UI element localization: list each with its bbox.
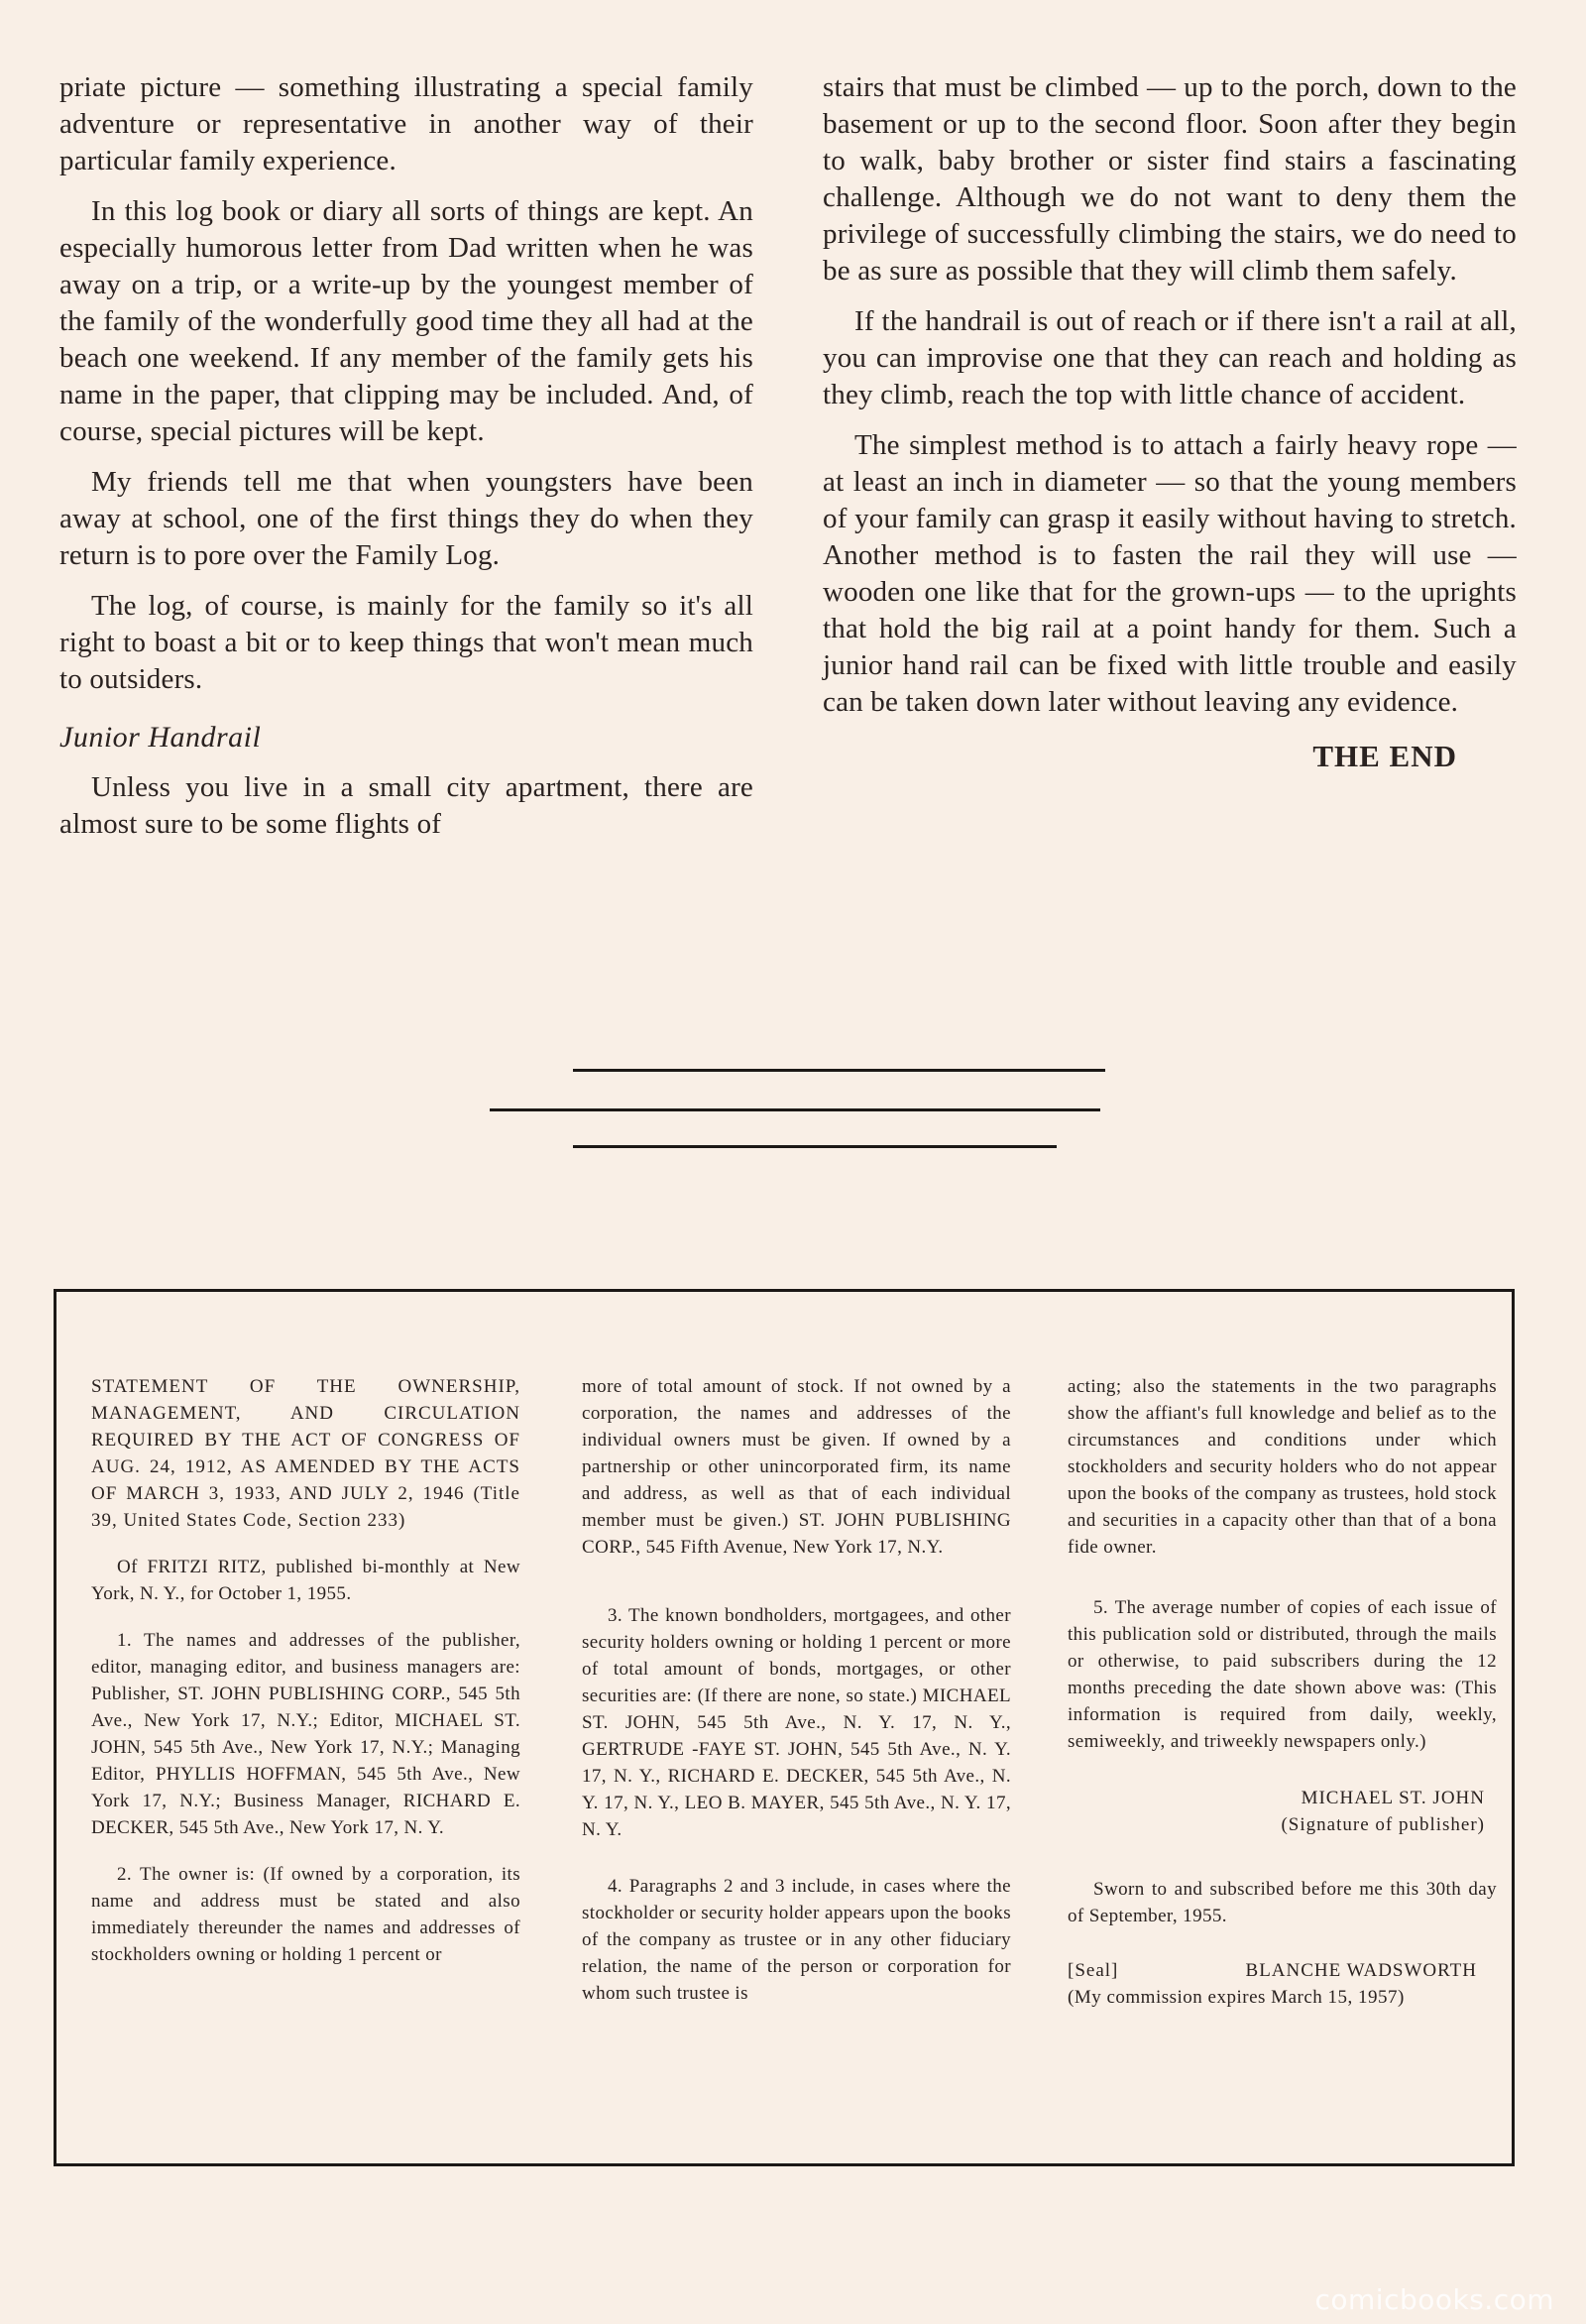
statement-paragraph: 5. The average number of copies of each issue of this publication sold or distributed, through the mails or otherwise, to paid subscribers during the 12 months preceding the date shown above was: (This information is required from daily, weekly, semiweekly, and triweekly newspapers only.) [1068,1597,1497,1752]
site-watermark: comicbooks.com [1314,2283,1554,2316]
paragraph: The log, of course, is mainly for the family so it's all right to boast a bit or to keep things that won't mean much to outsiders. [59,590,753,695]
the-end-label: THE END [1312,739,1457,773]
statement-paragraph: Of FRITZI RITZ, published bi-monthly at New York, N. Y., for October 1, 1955. [91,1557,520,1604]
paragraph: If the handrail is out of reach or if there isn't a rail at all, you can improvise one that they can reach and holding as they climb, reach the top with little chance of accident. [823,305,1517,410]
statement-column-2 [582,1373,1011,2027]
notary-name: BLANCHE WADSWORTH [1245,1960,1477,1981]
paragraph: Unless you live in a small city apartment, there are almost sure to be some flights of [59,771,753,840]
paragraph: My friends tell me that when youngsters have been away at school, one of the first things they do when they return is to pore over the Family Log. [59,466,753,571]
publisher-signature [1068,1785,1497,1838]
signer-title: (Signature of publisher) [1281,1814,1485,1835]
notary-seal-row [1068,1957,1497,1984]
article-left-column [59,69,753,857]
paragraph: priate picture — something illustrating a special family adventure or representative in another way of their particular family experience. [59,71,753,176]
sworn-statement: Sworn to and subscribed before me this 30th day of September, 1955. [1068,1879,1497,1926]
divider-rule [490,1108,1100,1111]
statement-paragraph: 1. The names and addresses of the publisher, editor, managing editor, and business managers are: Publisher, ST. JOHN PUBLISHING CORP., 545 5th Ave., New York 17, N.Y.; Editor, MICHAEL ST. JOHN, 545 5th Ave., New York 17, N.Y.; Managing Editor, PHYLLIS HOFFMAN, 545 5th Ave., New York 17, N.Y.; Business Manager, RICHARD E. DECKER, 545 5th Ave., New York 17, N. Y. [91,1630,520,1838]
divider-rule [573,1069,1105,1072]
statement-paragraph: 2. The owner is: (If owned by a corporation, its name and address must be stated and also immediately thereunder the names and addresses of stockholders owning or holding 1 percent or [91,1864,520,1965]
statement-paragraph: more of total amount of stock. If not owned by a corporation, the names and addresses of the individual owners must be given. If owned by a partnership or other unincorporated firm, its name and address, as well as that of each individual member must be given.) ST. JOHN PUBLISHING CORP., 545 Fifth Avenue, New York 17, N.Y. [582,1376,1011,1558]
ownership-statement-box [54,1289,1515,2166]
statement-column-3 [1068,1373,1497,2011]
paragraph: The simplest method is to attach a fairly heavy rope — at least an inch in diameter — so that the young members of your family can grasp it easily without having to stretch. Another method is to fasten the rail they will use — wooden one like that for the grown-ups — to the uprights that hold the big rail at a point handy for them. Such a junior hand rail can be fixed with little trouble and easily can be taken down later without leaving any evidence. [823,429,1517,718]
article-right-column [823,69,1517,774]
seal-label: [Seal] [1068,1960,1119,1981]
statement-heading: STATEMENT OF THE OWNERSHIP, MANAGEMENT, AND CIRCULATION REQUIRED BY THE ACT OF CONGRESS OF AUG. 24, 1912, AS AMENDED BY THE ACTS OF MARCH 3, 1933, AND JULY 2, 1946 (Title 39, United States Code, Section 233) [91,1376,520,1531]
paragraph: In this log book or diary all sorts of things are kept. An especially humorous letter from Dad written when he was away on a trip, or a write-up by the youngest member of the family of the wonderfully good time they all had at the beach one weekend. If any member of the family gets his name in the paper, that clipping may be included. And, of course, special pictures will be kept. [59,195,753,447]
statement-paragraph: 4. Paragraphs 2 and 3 include, in cases where the stockholder or security holder appears upon the books of the company as trustee or in any other fiduciary relation, the name of the person or corporation for whom such trustee is [582,1876,1011,2004]
statement-paragraph: acting; also the statements in the two paragraphs show the affiant's full knowledge and belief as to the circumstances and conditions under which stockholders and security holders who do not appear upon the books of the company as trustees, hold stock and securities in a capacity other than that of a bona fide owner. [1068,1376,1497,1558]
statement-paragraph: 3. The known bondholders, mortgagees, and other security holders owning or holding 1 percent or more of total amount of bonds, mortgages, or other securities are: (If there are none, so state.) MICHAEL ST. JOHN, 545 5th Ave., N. Y. 17, N. Y., GERTRUDE -FAYE ST. JOHN, 545 5th Ave., N. Y. 17, N. Y., RICHARD E. DECKER, 545 5th Ave., N. Y. 17, N. Y., LEO B. MAYER, 545 5th Ave., N. Y. 17, N. Y. [582,1605,1011,1840]
signer-name: MICHAEL ST. JOHN [1301,1788,1485,1808]
divider-rule [573,1145,1057,1148]
statement-column-1 [91,1373,520,1988]
paragraph: stairs that must be climbed — up to the porch, down to the basement or up to the second floor. Soon after they begin to walk, baby brother or sister find stairs a fascinating challenge. Although we do not want to deny them the privilege of successfully climbing the stairs, we do need to be as sure as possible that they will climb them safely. [823,71,1517,287]
commission-expiry: (My commission expires March 15, 1957) [1068,1987,1405,2008]
subheading-junior-handrail: Junior Handrail [59,721,262,754]
